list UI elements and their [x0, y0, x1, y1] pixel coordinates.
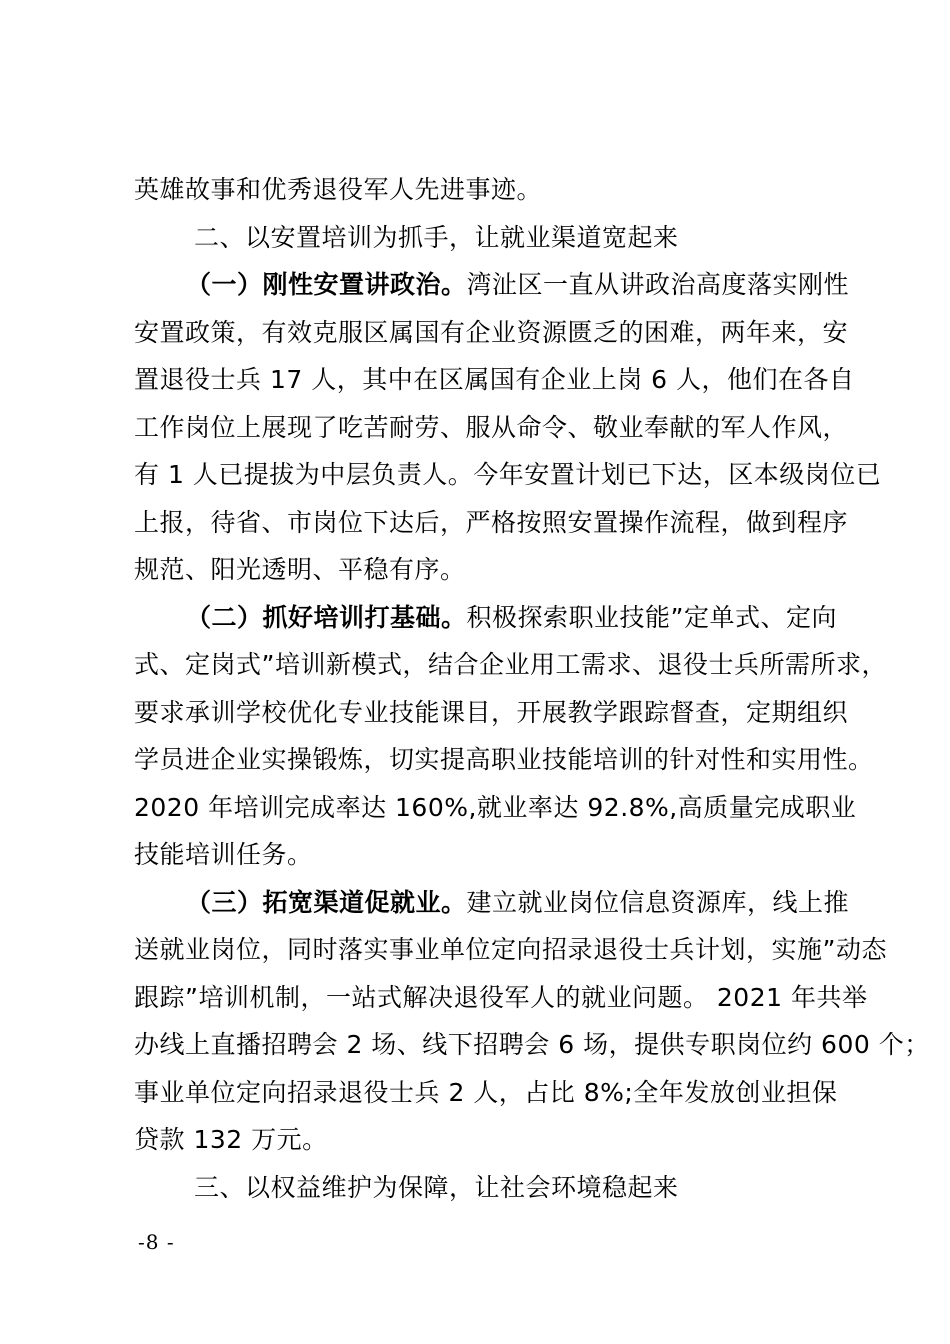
paragraph-line: 安置政策，有效克服区属国有企业资源匮乏的困难，两年来，安 [134, 317, 849, 347]
subheading-title-1: （一）刚性安置讲政治。 [186, 270, 467, 299]
subheading-line-2 [134, 594, 854, 642]
paragraph-line: 学员进企业实操锻炼，切实提高职业技能培训的针对性和实用性。 [134, 745, 874, 774]
paragraph-line: 上报，待省、市岗位下达后，严格按照安置操作流程，做到程序 [134, 507, 849, 537]
paragraph-line: 技能培训任务。 [134, 840, 313, 869]
paragraph-line: 规范、阳光透明、平稳有序。 [134, 555, 466, 584]
paragraph-line: 工作岗位上展现了吃苦耐劳、服从命令、敬业奉献的军人作风， [134, 412, 849, 442]
paragraph-line: 要求承训学校优化专业技能课目，开展教学跟踪督查，定期组织 [134, 697, 849, 727]
section-heading-2: 二、以安置培训为抓手，让就业渠道宽起来 [194, 222, 679, 252]
body-text [134, 166, 930, 1211]
paragraph-line: 置退役士兵 17 人，其中在区属国有企业上岗 6 人，他们在各自 [134, 365, 855, 394]
paragraph-line: 跟踪”培训机制，一站式解决退役军人的就业问题。 2021 年共举 [134, 982, 868, 1012]
paragraph-line: 送就业岗位，同时落实事业单位定向招录退役士兵计划，实施”动态 [134, 935, 887, 964]
subheading-title-2: （二）抓好培训打基础。 [186, 602, 467, 632]
section-heading-3: 三、以权益维护为保障，让社会环境稳起来 [194, 1172, 679, 1202]
paragraph-line: 事业单位定向招录退役士兵 2 人，占比 8%;全年发放创业担保 [134, 1077, 838, 1107]
subheading-text-3: 建立就业岗位信息资源库，线上推 [466, 887, 850, 917]
paragraph-line: 办线上直播招聘会 2 场、线下招聘会 6 场，提供专职岗位约 600 个； [134, 1030, 930, 1059]
subheading-line-3 [134, 879, 854, 927]
paragraph-line: 有 1 人已提拔为中层负责人。今年安置计划已下达，区本级岗位已 [134, 460, 882, 489]
paragraph-line: 英雄故事和优秀退役军人先进事迹。 [134, 175, 543, 204]
paragraph-line: 贷款 132 万元。 [134, 1125, 328, 1154]
paragraph-line: 式、定岗式”培训新模式，结合企业用工需求、退役士兵所需所求， [134, 650, 887, 679]
subheading-text-2: 积极探索职业技能”定单式、定向 [466, 602, 837, 632]
subheading-text-1: 湾沚区一直从讲政治高度落实刚性 [466, 270, 850, 299]
paragraph-line: 2020 年培训完成率达 160%,就业率达 92.8%,高质量完成职业 [134, 792, 857, 822]
page-number: -8 - [138, 1230, 175, 1254]
subheading-title-3: （三）拓宽渠道促就业。 [186, 887, 467, 917]
subheading-line-1 [134, 261, 854, 309]
